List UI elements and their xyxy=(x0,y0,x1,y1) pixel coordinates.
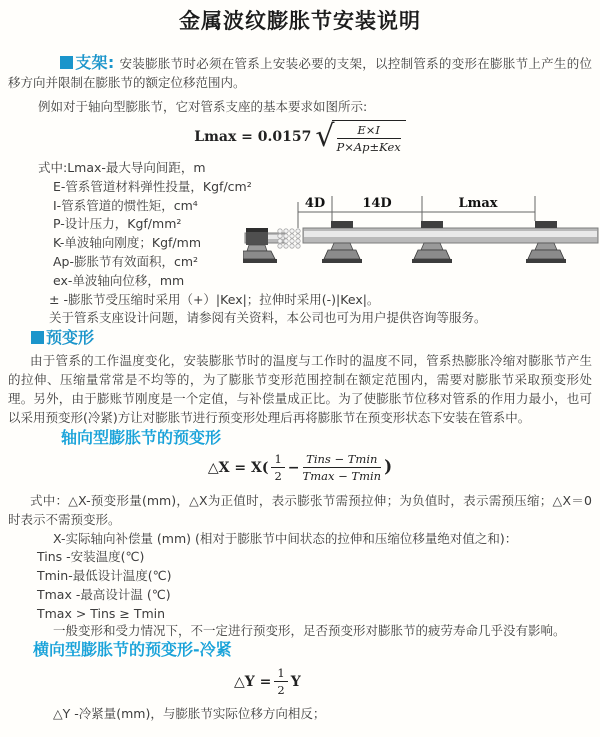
support-spacing-diagram xyxy=(243,192,600,287)
temperature-definitions xyxy=(37,547,172,623)
axial-explain1: 式中：△X-预变形量(mm)，△X为正值时，表示膨张节需预拉伸；为负值时，表示需预压缩；△X＝0时表示不需预变形。 xyxy=(8,493,592,527)
section-heading-predeform-row xyxy=(31,328,99,348)
formula-delta-y-half-den: 2 xyxy=(277,683,285,697)
section-square-icon xyxy=(31,331,44,344)
subheading-axial-predeform: 轴向型膨胀节的预变形 xyxy=(61,428,222,447)
dim-label-14d: 14D xyxy=(362,196,392,211)
temp-item: Tmax -最高设计温 (℃) xyxy=(37,587,171,602)
definition-item: K-单波轴向刚度；Kgf/mm xyxy=(53,235,201,251)
support-intro-paragraph xyxy=(8,53,592,92)
definition-item: Ap-膨胀节有效面积，cm² xyxy=(53,253,199,269)
axial-explain2: X-实际轴向补偿量 (mm) (相对于膨胀节中间状态的拉伸和压缩位移量绝对值之和)： xyxy=(53,531,518,546)
page-title: 金属波纹膨胀节安装说明 xyxy=(179,9,421,33)
sqrt-radical-icon: √ xyxy=(315,119,335,154)
formula-delta-y-rhs: Y xyxy=(290,673,301,690)
pm-note: ± -膨胀节受压缩时采用（+）|Kex|；拉伸时采用(-)|Kex|。 xyxy=(49,292,380,307)
dim-label-lmax: Lmax xyxy=(458,196,498,211)
definition-item: I-管系管道的惯性矩，cm⁴ xyxy=(53,197,198,213)
support-intro-text: 安装膨胀节时必须在管系上安装必要的支架，以控制管系的变形在膨胀节上产生的位移方向并限制在膨胀节的额定位移范围内。 xyxy=(8,56,592,90)
formula-t-numerator: Tins − Tmin xyxy=(303,452,382,468)
formula-close-paren: ) xyxy=(384,457,393,477)
definition-item: E-管系管道材料弹性投量，Kgf/cm² xyxy=(53,178,252,194)
formula-t-denominator: Tmax − Tmin xyxy=(302,469,382,483)
temp-item: Tins -安装温度(℃) xyxy=(37,549,145,564)
formula-lmax-lhs: Lmax = 0.0157 xyxy=(194,129,312,145)
temp-item: Tmin-最低设计温度(℃) xyxy=(37,568,172,583)
definition-item: P-设计压力，Kgf/mm² xyxy=(53,216,182,232)
section-heading-support: 支架: xyxy=(75,53,115,72)
lateral-explain: △Y -冷紧量(mm)，与膨胀节实际位移方向相反； xyxy=(53,706,326,721)
dim-label-4d: 4D xyxy=(304,196,326,211)
section-square-icon xyxy=(60,56,73,69)
support-example-line: 例如对于轴向型膨胀节，它对管系支座的基本要求如图所示: xyxy=(38,99,368,114)
formula-half-denominator: 2 xyxy=(274,469,282,483)
definition-item: ex-单波轴向位移，mm xyxy=(53,272,185,288)
formula-lmax-denominator: P×Ap±Kex xyxy=(336,140,401,154)
formula-lmax xyxy=(0,120,600,154)
formula-half-numerator: 1 xyxy=(271,452,284,468)
formula-lmax-numerator: E×I xyxy=(337,123,401,139)
axial-note: 一般变形和受力情况下，不一定进行预变形，足否预变形对膨胀节的疲劳寿命几乎没有影响。 xyxy=(53,623,566,638)
main-pipe xyxy=(303,228,598,243)
formula-delta-y xyxy=(234,666,301,697)
temp-item: Tmax > Tins ≥ Tmin xyxy=(37,606,166,621)
subheading-lateral-predeform: 横向型膨胀节的预变形-冷紧 xyxy=(33,640,232,659)
formula-delta-y-half-num: 1 xyxy=(274,666,287,682)
predeform-paragraph: 由于管系的工作温度变化，安装膨胀节时的温度与工作时的温度不同，管系热膨胀冷缩对膨胀节产生的拉伸、压缩量常常是不均等的，为了膨胀节变形范围控制在额定范围内，需要对膨胀节采取预变形处理。另外，由于膨账节刚度是一个定值，与补偿量成正比。为了使膨胀节位移对管系的作用力最小，也可以采用预变形(冷紧)方让对膨胀节进行预变形处理后再将膨胀节在预变形状态下安装在管系中。 xyxy=(8,353,592,425)
formula-delta-x xyxy=(0,452,600,483)
formula-minus-sign: − xyxy=(287,459,300,476)
sqrt-expression xyxy=(315,120,405,154)
where-line: 式中:Lmax-最大导向间距，m xyxy=(38,160,206,175)
formula-delta-y-lhs: △Y = xyxy=(234,673,272,690)
variable-definitions xyxy=(38,159,252,291)
formula-delta-x-lhs: △X = X( xyxy=(207,459,269,476)
service-note: 关于管系支座设计问题，请参阅有关资料，本公司也可为用户提供咨询等服务。 xyxy=(49,310,487,325)
section-heading-predeform: 预变形 xyxy=(46,328,95,347)
